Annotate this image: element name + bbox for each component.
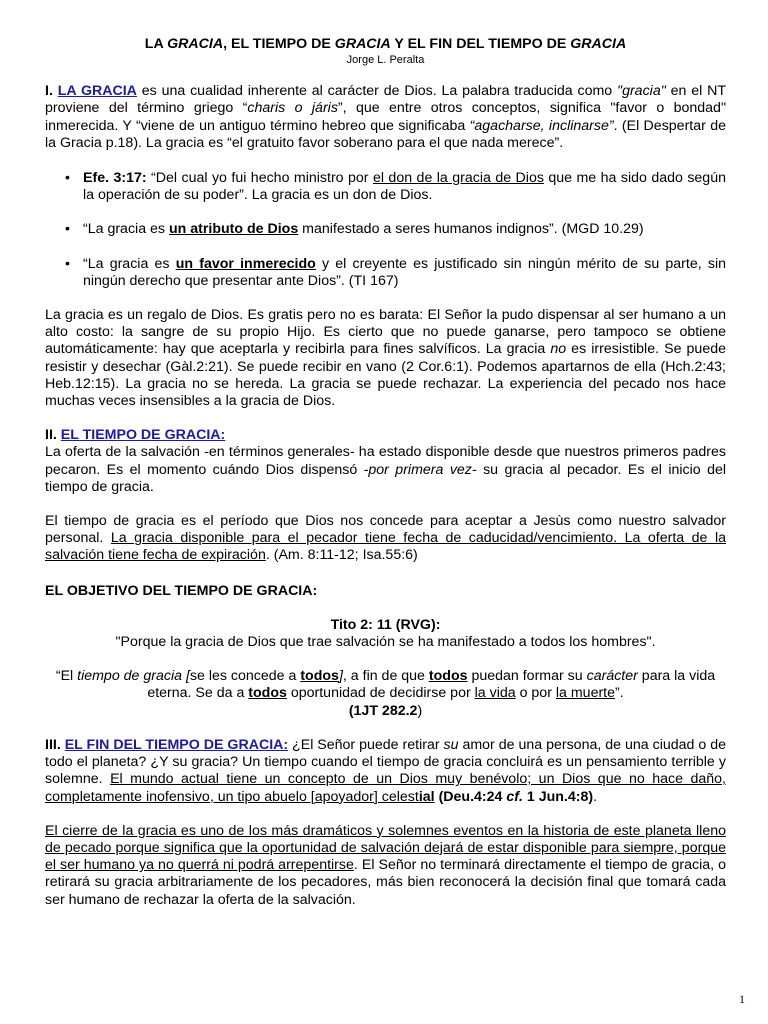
verse-block — [45, 617, 726, 651]
bullet-icon: • — [65, 170, 70, 187]
page-number: 1 — [739, 992, 745, 1006]
verse-reference: Tito 2: 11 (RVG): — [330, 616, 441, 633]
quote-block: “El tiempo de gracia [se les concede a todos], a fin de que todos puedan formar su carácter para la vida eterna. Se da a todos oportunidad de decidirse por la vida o por la muerte”. (1JT 282.2) — [55, 668, 716, 719]
title-part: Y EL FIN DEL TIEMPO DE — [390, 36, 571, 52]
verse-text: "Porque la gracia de Dios que trae salvación se ha manifestado a todos los hombres". — [115, 634, 656, 651]
bullet-list — [45, 170, 726, 290]
list-item: • Efe. 3:17: “Del cual yo fui hecho ministro por el don de la gracia de Dios que me ha sido dado según la operación de su poder”. La gracia es un don de Dios. — [65, 170, 726, 204]
bullet-icon: • — [65, 221, 70, 238]
objetivo-heading: EL OBJETIVO DEL TIEMPO DE GRACIA: — [45, 582, 318, 599]
document-author: Jorge L. Peralta — [346, 54, 425, 67]
section-2-paragraph: II. EL TIEMPO DE GRACIA: La oferta de la salvación -en términos generales- ha estado disponible desde que nuestros primeros padres pecaron. Es el momento cuándo Dios dispensó -por primera vez- su gracia al pecador. Es el inicio del tiempo de gracia. — [45, 427, 727, 495]
document-title — [45, 36, 726, 53]
section-2-heading: EL TIEMPO DE GRACIA: — [60, 427, 226, 444]
list-item: • “La gracia es un favor inmerecido y el creyente es justificado sin ningún mérito de su parte, sin ningún derecho que presentar ante Dios”. (TI 167) — [65, 255, 726, 289]
document-page — [45, 36, 726, 909]
section-1-paragraph: I. LA GRACIA es una cualidad inherente al carácter de Dios. La palabra traducida como "gracia" en el NT proviene del término griego “charis o járis”, que entre otros conceptos, significa "favor o bondad" inmerecida. Y “viene de un antiguo término hebreo que significaba “agacharse, inclinarse”. (El Despertar de la Gracia p.18). La gracia es “el gratuito favor soberano para el que nada merece”. — [45, 83, 726, 151]
list-item: • “La gracia es un atributo de Dios manifestado a seres humanos indignos”. (MGD 10.29) — [65, 221, 644, 238]
section-3-heading: EL FIN DEL TIEMPO DE GRACIA: — [64, 736, 289, 753]
title-part: GRACIA — [570, 36, 627, 52]
regalo-paragraph: La gracia es un regalo de Dios. Es gratis pero no es barata: El Señor la pudo dispensar al ser humano a un alto costo: la sangre de su propio Hijo. Es cierto que no puede ganarse, pero tampoco se obtiene automáticamente: hay que aceptarla y recibirla para fines salvíficos. La gracia no es irresistible. Se puede resistir y desechar (Gàl.2:21). Se puede recibir en vano (2 Cor.6:1). Podemos apartarnos de ella (Hch.2:43; Heb.12:15). La gracia no se hereda. La gracia se puede rechazar. La experiencia del pecado nos hace muchas veces insensibles a la gracia de Dios. — [45, 307, 726, 410]
tiempo-gracia-paragraph: El tiempo de gracia es el período que Dios nos concede para aceptar a Jesùs como nuestro salvador personal. La gracia disponible para el pecador tiene fecha de caducidad/vencimiento. La oferta de la salvación tiene fecha de expiración. (Am. 8:11-12; Isa.55:6) — [45, 513, 727, 564]
bullet-icon: • — [65, 255, 70, 272]
section-1-heading: LA GRACIA — [57, 83, 137, 100]
quote-reference: (1JT 282.2 — [348, 702, 418, 719]
title-part: GRACIA — [167, 36, 224, 52]
title-part: , EL TIEMPO DE — [223, 36, 335, 52]
title-part: LA — [144, 36, 168, 52]
title-part: GRACIA — [334, 36, 391, 52]
cierre-paragraph: El cierre de la gracia es uno de los más dramáticos y solemnes eventos en la historia de este planeta lleno de pecado porque significa que la oportunidad de salvación dejará de estar disponible para siempre, porque el ser humano ya no querrá ni podrá arrepentirse. El Señor no terminará directamente el tiempo de gracia, o retirará su gracia arbitrariamente de los pecadores, más bien reconocerá la decisión final que tomará cada ser humano de rechazar la oferta de la salvación. — [45, 822, 726, 908]
section-3-paragraph: III. EL FIN DEL TIEMPO DE GRACIA: ¿El Señor puede retirar su amor de una persona, de una ciudad o de todo el planeta? ¿Y su gracia? Un tiempo cuando el tiempo de gracia concluirá es un pensamiento terrible y solemne. El mundo actual tiene un concepto de un Dios muy benévolo; un Dios que no hace daño, completamente inofensivo, un tipo abuelo [apoyador] celestial (Deu.4:24 cf. 1 Jun.4:8). — [45, 736, 726, 805]
